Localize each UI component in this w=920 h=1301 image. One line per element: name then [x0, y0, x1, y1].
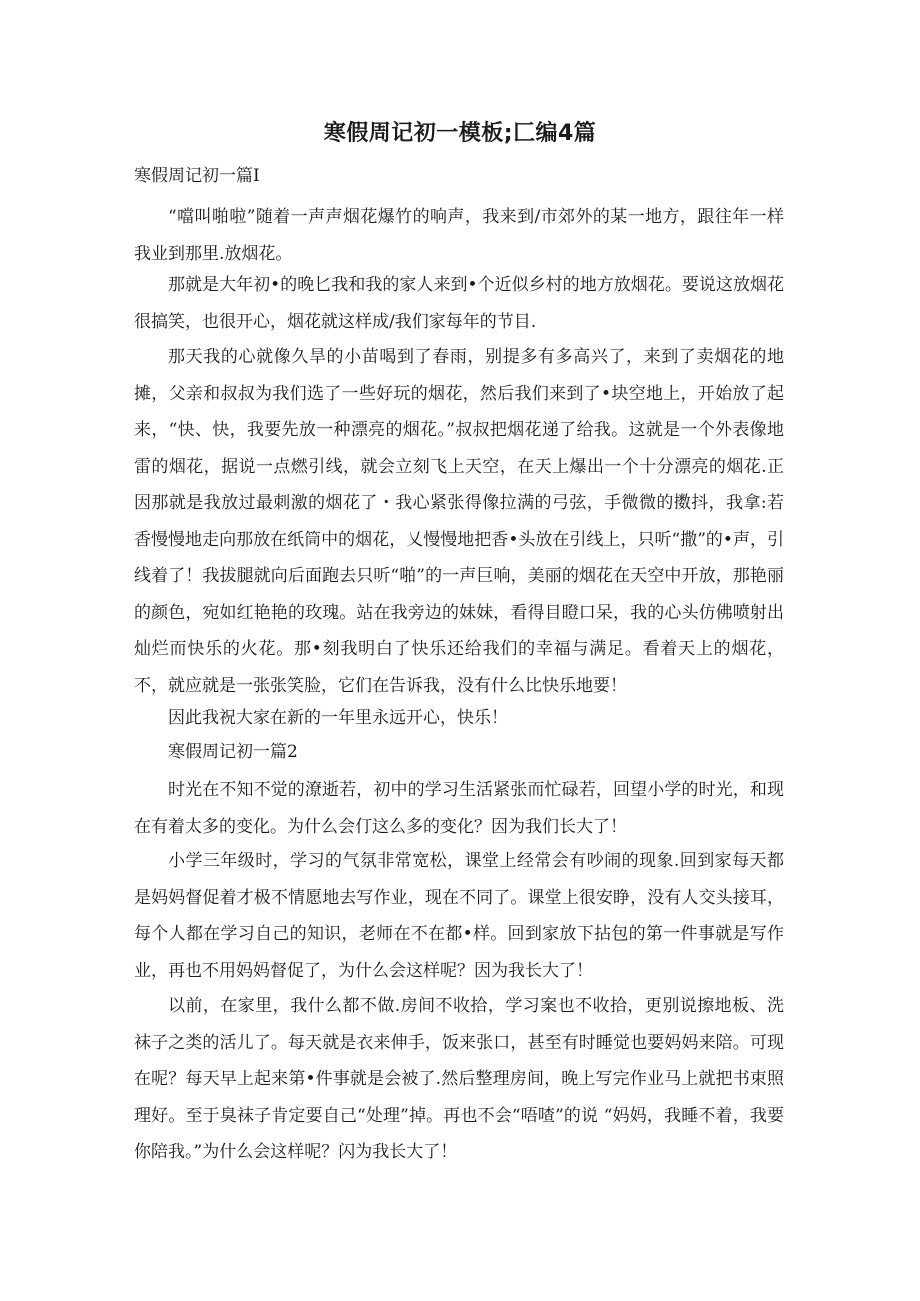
document-title: 寒假周记初一模板;匚编4篇: [323, 121, 597, 146]
section-2-heading: 寒假周记初一篇2: [168, 742, 298, 762]
paragraph-3: 那天我的心就像久旱的小苗喝到了春雨，别提多有多高兴了，来到了卖烟花的地摊，父亲和叔叔为我们选了一些好玩的烟花，然后我们来到了•块空地上，开始放了起来，“快、快，我要先放一种漂亮的烟花。”叔叔把烟花递了给我。这就是一个外表像地雷的烟花，据说一点燃引线，就会立刻飞上天空，在天上爆出一个十分漂亮的烟花.正因那就是我放过最刺激的烟花了・我心紧张得像拉满的弓弦，手微微的擞抖，我拿:若香慢慢地走向那放在纸筒中的烟花，乂慢慢地把香•头放在引线上，只听“撒”的•声，引线着了！我拔腿就向后面跑去只听“啪”的一声巨响，美丽的烟花在天空中开放，那艳丽的颜色，宛如红艳艳的玫瑰。站在我旁边的妹妹，看得目瞪口呆，我的心头仿佛喷射出灿烂而快乐的火花。那•刻我明白了快乐还给我们的幸福与满足。看着天上的烟花，不，就应就是一张张笑脸，它们在告诉我，没有什么比快乐地要！: [134, 347, 784, 696]
paragraph-5: 时光在不知不觉的潦逝若，初中的学习生活紧张而忙碌若，回望小学的时光，和现在有着太多的变化。为什么会仃这么多的变化？因为我们长大了！: [134, 780, 784, 837]
paragraph-1: “噹叫啪啦”随着一声声烟花爆竹的响声，我来到/市郊外的某一地方，跟往年一样我业到那里.放烟花。: [134, 207, 784, 264]
paragraph-7: 以前，在家里，我什么都不做.房间不收拾，学习案也不收拾，更别说擦地板、洗袜子之类的活儿了。每天就是衣来伸手，饭来张口，甚至有时睡觉也要妈妈来陪。可现在呢？每天早上起来第•件事就是会被了.然后整理房间，晚上写完作业马上就把书束照理好。至于臭袜子肯定要自己“处理”掉。再也不会“唔喳”的说 “妈妈，我睡不着，我要你陪我。”为什么会这样呢？闪为我长大了！: [134, 996, 784, 1162]
paragraph-2: 那就是大年初•的晚匕我和我的家人来到•个近似乡村的地方放烟花。要说这放烟花很搞笑，也很开心，烟花就这样成/我们家每年的节目.: [134, 275, 784, 332]
paragraph-4: 因此我祝大家在新的一年里永远开心，快乐！: [168, 708, 508, 728]
paragraph-6: 小学三年级时，学习的气氛非常宽松，课堂上经常会有吵闹的现象.回到家每天都是妈妈督促着才极不情愿地去写作业，现在不同了。课堂上很安睁，没有人交头接耳，每个人都在学习自己的知识，老师在不在都•样。回到家放下拈包的第一件事就是写作业，再也不用妈妈督促了，为什么会这样呢？因为我长大了！: [134, 851, 784, 981]
section-1-heading: 寒假周记初一篇I: [134, 166, 260, 186]
